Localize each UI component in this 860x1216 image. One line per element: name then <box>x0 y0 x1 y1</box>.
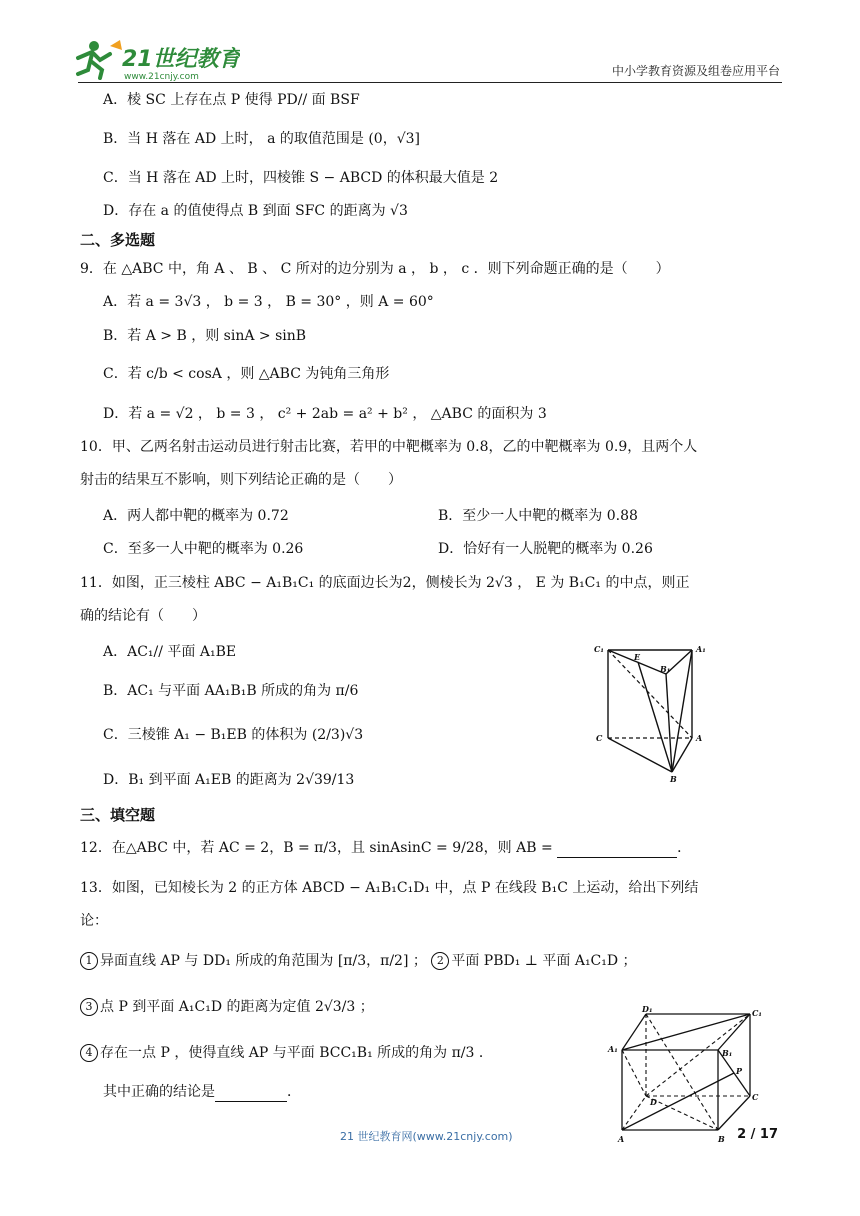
q8-option-d: D．存在 a 的值使得点 B 到面 SFC 的距离为 √3 <box>103 203 408 219</box>
label-A: A <box>696 733 703 743</box>
label-P: P <box>736 1066 743 1076</box>
q9-option-b: B．若 A > B ，则 sinA > sinB <box>103 328 307 344</box>
label-B1: B₁ <box>660 664 671 674</box>
q10-stem-line2: 射击的结果互不影响，则下列结论正确的是（ ） <box>80 472 402 488</box>
prism-figure <box>588 638 718 784</box>
label-B: B <box>670 774 677 784</box>
q10-option-c: C．至多一人中靶的概率为 0.26 <box>103 541 304 557</box>
q11-option-a: A．AC₁// 平面 A₁BE <box>103 644 237 660</box>
q13-answer-blank <box>215 1101 287 1102</box>
q13-stem-line2: 论： <box>80 913 108 929</box>
footer-site-link[interactable]: 21 世纪教育网(www.21cnjy.com) <box>340 1130 513 1143</box>
q13-question: 其中正确的结论是 <box>103 1084 215 1100</box>
label-A: A <box>618 1134 625 1144</box>
label-B1: B₁ <box>722 1048 733 1058</box>
label-A1: A₁ <box>696 644 706 654</box>
circled-4: 4 <box>80 1044 98 1062</box>
label-C1: C₁ <box>752 1008 762 1018</box>
q13-stem-line1: 13．如图，已知棱长为 2 的正方体 ABCD − A₁B₁C₁D₁ 中，点 P 在线段 B₁C 上运动，给出下列结 <box>80 880 699 896</box>
label-B: B <box>718 1134 725 1144</box>
section-fill-in-title: 三、填空题 <box>80 806 156 824</box>
q11-stem-line2: 确的结论有（ ） <box>80 608 206 624</box>
q11-option-d: D．B₁ 到平面 A₁EB 的距离为 2√39/13 <box>103 772 355 788</box>
circled-2: 2 <box>431 952 449 970</box>
q9-stem: 9．在 △ABC 中，角 A 、 B 、 C 所对的边分别为 a ， b ， c ．则下列命题正确的是（ ） <box>80 261 670 277</box>
site-logo <box>70 36 240 82</box>
q10-option-d: D．恰好有一人脱靶的概率为 0.26 <box>438 541 653 557</box>
label-C: C <box>752 1092 759 1102</box>
q9-option-d: D．若 a = √2 ， b = 3 ， c² + 2ab = a² + b² ， △ABC 的面积为 3 <box>103 406 547 422</box>
label-E: E <box>634 652 641 662</box>
q8-option-b: B．当 H 落在 AD 上时， a 的取值范围是 (0，√3] <box>103 131 420 147</box>
label-C1: C₁ <box>594 644 604 654</box>
label-D: D <box>650 1097 657 1107</box>
q10-option-b: B．至少一人中靶的概率为 0.88 <box>438 508 638 524</box>
q8-option-c: C．当 H 落在 AD 上时，四棱锥 S − ABCD 的体积最大值是 2 <box>103 170 499 186</box>
q9-option-a: A．若 a = 3√3 ， b = 3 ， B = 30° ，则 A = 60° <box>103 294 434 310</box>
q9-option-c: C．若 c/b < cosA ，则 △ABC 为钝角三角形 <box>103 366 390 382</box>
label-A1: A₁ <box>608 1044 618 1054</box>
q8-option-a: A．棱 SC 上存在点 P 使得 PD// 面 BSF <box>103 92 360 108</box>
q13-statement-1: 异面直线 AP 与 DD₁ 所成的角范围为 [π/3，π/2] ； <box>100 953 427 969</box>
circled-3: 3 <box>80 998 98 1016</box>
label-D1: D₁ <box>642 1004 653 1014</box>
cube-figure <box>604 1004 770 1146</box>
q10-option-a: A．两人都中靶的概率为 0.72 <box>103 508 289 524</box>
circled-1: 1 <box>80 952 98 970</box>
q13-statement-3: 点 P 到平面 A₁C₁D 的距离为定值 2√3/3 ； <box>100 999 374 1015</box>
section-multiple-choice-title: 二、多选题 <box>80 231 156 249</box>
q11-stem-line1: 11．如图，正三棱柱 ABC − A₁B₁C₁ 的底面边长为2，侧棱长为 2√3 ， E 为 B₁C₁ 的中点，则正 <box>80 575 690 591</box>
q13-statement-2: 平面 PBD₁ ⊥ 平面 A₁C₁D ； <box>451 953 637 969</box>
q12-stem: 12．在△ABC 中，若 AC = 2，B = π/3，且 sinAsinC = 9/28，则 AB = <box>80 840 553 856</box>
label-C: C <box>596 733 603 743</box>
header-divider <box>78 82 782 83</box>
logo-subtext: www.21cnjy.com <box>124 72 199 82</box>
q13-statement-4: 存在一点 P ，使得直线 AP 与平面 BCC₁B₁ 所成的角为 π/3 ． <box>100 1045 493 1061</box>
q11-option-c: C．三棱锥 A₁ − B₁EB 的体积为 (2/3)√3 <box>103 727 364 743</box>
logo-text: 21世纪教育 <box>122 47 240 72</box>
q12-answer-blank <box>557 857 677 858</box>
page-number: 2 / 17 <box>737 1127 778 1142</box>
header-platform-text: 中小学教育资源及组卷应用平台 <box>611 64 780 78</box>
q10-stem-line1: 10．甲、乙两名射击运动员进行射击比赛，若甲的中靶概率为 0.8，乙的中靶概率为 0.9，且两个人 <box>80 439 698 455</box>
q11-option-b: B．AC₁ 与平面 AA₁B₁B 所成的角为 π/6 <box>103 683 359 699</box>
